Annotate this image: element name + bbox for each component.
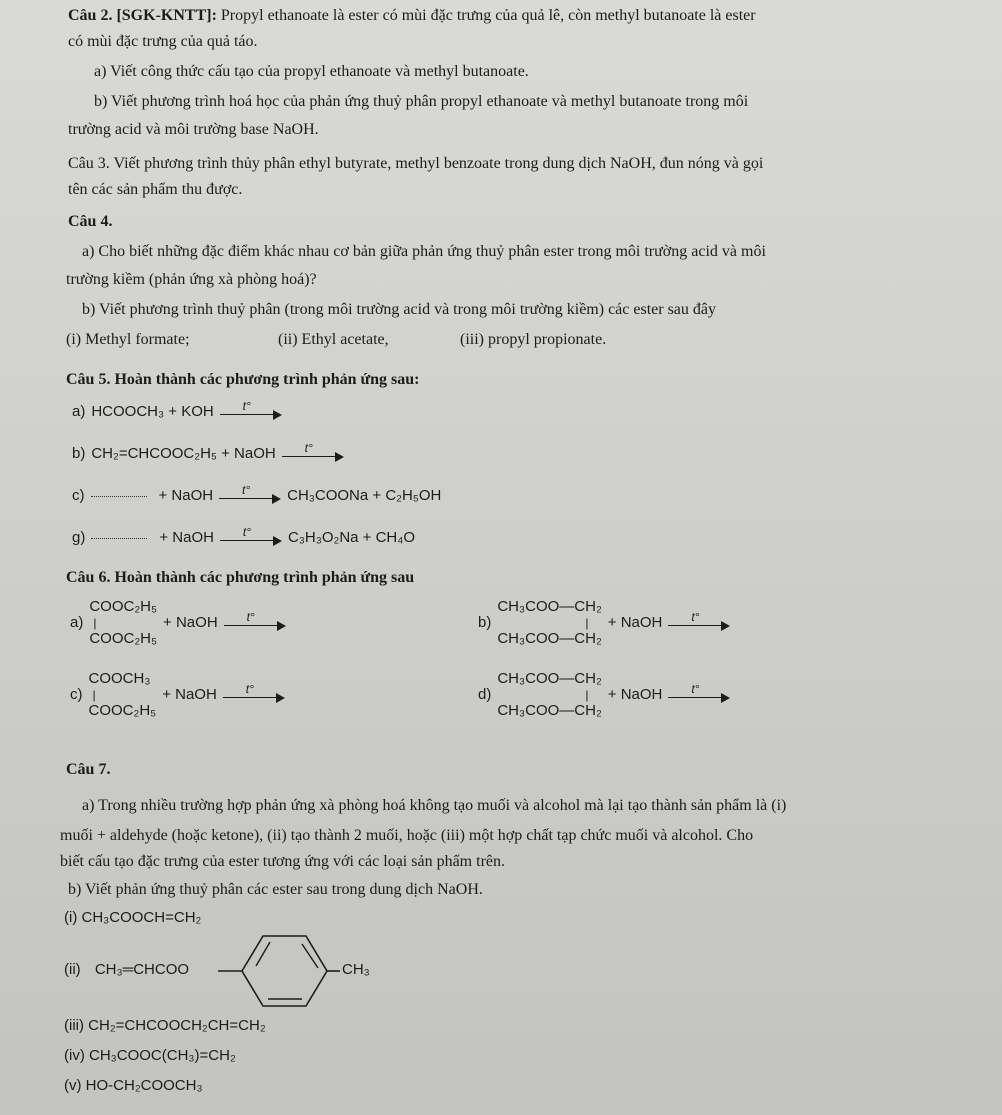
fill-in-blank xyxy=(91,496,147,497)
q5-reaction-a xyxy=(72,399,282,422)
q5-a-lhs: HCOOCH₃ + KOH xyxy=(91,403,214,420)
q6-d-bottom: CH₃COO—CH₂ xyxy=(497,702,602,719)
q5-title-text: Câu 5. Hoàn thành các phương trình phản ứng sau: xyxy=(66,371,420,388)
q6-c-top: COOCH₃ xyxy=(88,670,151,687)
q6-title-text: Câu 6. Hoàn thành các phương trình phản ứng sau xyxy=(66,569,415,586)
heat-label: t° xyxy=(691,682,700,696)
q7-ester-ii xyxy=(64,960,189,980)
heat-label: t° xyxy=(245,682,254,696)
q6-b-label: b) xyxy=(478,614,492,631)
q5-c-rhs: CH₃COONa + C₂H₅OH xyxy=(287,487,442,504)
q7-part-a-2: muối + aldehyde (hoặc ketone), (ii) tạo thành 2 muối, hoặc (iii) một hợp chất tạp chức muối và alcohol. Cho xyxy=(60,827,754,844)
q6-d-reagent: + NaOH xyxy=(607,686,663,703)
heat-label: t° xyxy=(242,399,251,413)
q2-part-b-2: trường acid và môi trường base NaOH. xyxy=(68,121,319,138)
q4-part-b-1: b) Viết phương trình thuỷ phân (trong môi trường acid và trong môi trường kiềm) các ester sau đây xyxy=(82,301,716,318)
q7-part-b: b) Viết phản ứng thuỷ phân các ester sau trong dung dịch NaOH. xyxy=(68,881,483,898)
q5-reaction-b xyxy=(72,441,344,464)
oxalate-structure: COOC₂H₅ | COOC₂H₅ xyxy=(89,596,157,650)
reaction-arrow xyxy=(220,399,282,419)
q7-ii-label: (ii) xyxy=(64,961,81,978)
diacetate-structure: CH₃COO—CH₂ | CH₃COO—CH₂ xyxy=(497,668,601,722)
q6-b-bottom: CH₃COO—CH₂ xyxy=(497,630,602,647)
q6-a-bottom: COOC₂H₅ xyxy=(89,630,158,647)
q6-c-label: c) xyxy=(70,686,83,703)
q7-ii-left: CH₃═CHCOO xyxy=(94,961,190,978)
q6-a-label: a) xyxy=(70,614,84,631)
q5-b-lhs: CH₂=CHCOOC₂H₅ + NaOH xyxy=(91,445,276,462)
q5-c-lhs: + NaOH xyxy=(158,487,214,504)
reaction-arrow xyxy=(668,682,730,702)
q5-g-label: g) xyxy=(72,529,86,546)
q5-b-label: b) xyxy=(72,445,86,462)
q2-line-1 xyxy=(68,6,756,26)
heat-label: t° xyxy=(242,483,251,497)
q6-d-label: d) xyxy=(478,686,492,703)
fill-in-blank xyxy=(91,538,147,539)
q5-title xyxy=(66,370,420,390)
heat-label: t° xyxy=(691,610,700,624)
q6-reaction-a xyxy=(70,596,286,650)
q7-ester-v: (v) HO-CH₂COOCH₃ xyxy=(64,1077,203,1094)
q7-ii-right: CH₃ xyxy=(342,961,370,978)
diacetate-structure: CH₃COO—CH₂ | CH₃COO—CH₂ xyxy=(497,596,601,650)
q6-c-bottom: COOC₂H₅ xyxy=(88,702,157,719)
q6-reaction-d xyxy=(478,668,730,722)
q5-a-label: a) xyxy=(72,403,86,420)
q4-part-a-1: a) Cho biết những đặc điểm khác nhau cơ bản giữa phản ứng thuỷ phân ester trong môi trường acid và môi xyxy=(82,243,766,260)
q6-a-reagent: + NaOH xyxy=(163,614,218,631)
reaction-arrow xyxy=(224,610,286,630)
q3-line-1: Câu 3. Viết phương trình thủy phân ethyl butyrate, methyl benzoate trong dung dịch NaOH, đun nóng và gọi xyxy=(68,155,764,172)
q2-line-2: có mùi đặc trưng của quả táo. xyxy=(68,33,258,50)
q6-title xyxy=(66,568,414,588)
q6-c-reagent: + NaOH xyxy=(162,686,217,703)
q7-ester-i: (i) CH₃COOCH=CH₂ xyxy=(64,909,202,926)
q7-ester-iv: (iv) CH₃COOC(CH₃)=CH₂ xyxy=(64,1047,236,1064)
q2-part-b-1: b) Viết phương trình hoá học của phản ứng thuỷ phân propyl ethanoate và methyl butanoate trong môi xyxy=(94,93,749,110)
heat-label: t° xyxy=(304,441,313,455)
q7-ester-iii: (iii) CH₂=CHCOOCH₂CH=CH₂ xyxy=(64,1017,266,1034)
q5-reaction-c xyxy=(72,483,442,506)
q4-item-i: (i) Methyl formate; xyxy=(66,331,190,348)
reaction-arrow xyxy=(282,441,344,461)
q3-line-2: tên các sản phẩm thu được. xyxy=(68,181,243,198)
q2-title: Câu 2. [SGK-KNTT]: xyxy=(68,7,217,24)
q2-part-a: a) Viết công thức cấu tạo của propyl ethanoate và methyl butanoate. xyxy=(94,63,529,80)
oxalate-structure: COOCH₃ | COOC₂H₅ xyxy=(89,668,157,722)
q5-g-rhs: C₃H₃O₂Na + CH₄O xyxy=(287,529,416,546)
heat-label: t° xyxy=(246,610,255,624)
q6-reaction-c xyxy=(70,668,285,722)
q6-b-reagent: + NaOH xyxy=(607,614,663,631)
q6-d-top: CH₃COO—CH₂ xyxy=(497,670,602,687)
q4-item-ii: (ii) Ethyl acetate, xyxy=(278,331,389,348)
reaction-arrow xyxy=(219,483,281,503)
q5-c-label: c) xyxy=(72,487,85,504)
q6-b-top: CH₃COO—CH₂ xyxy=(497,598,602,615)
q4-item-iii: (iii) propyl propionate. xyxy=(460,331,607,348)
q4-title: Câu 4. xyxy=(68,213,113,230)
q5-reaction-g xyxy=(72,525,416,548)
q2-text: Propyl ethanoate là ester có mùi đặc trưng của quả lê, còn methyl butanoate là ester xyxy=(220,7,756,24)
q4-part-a-2: trường kiềm (phản ứng xà phòng hoá)? xyxy=(66,271,317,288)
reaction-arrow xyxy=(668,610,730,630)
q7-part-a-3: biết cấu tạo đặc trưng của ester tương ứng với các loại sản phẩm trên. xyxy=(60,853,505,870)
q7-part-a-1: a) Trong nhiều trường hợp phản ứng xà phòng hoá không tạo muối và alcohol mà lại tạo thành sản phẩm là (i) xyxy=(82,797,787,814)
benzene-ring-icon xyxy=(218,928,358,1014)
q7-title: Câu 7. xyxy=(66,761,111,778)
q5-g-lhs: + NaOH xyxy=(159,529,214,546)
q6-a-top: COOC₂H₅ xyxy=(89,598,158,615)
heat-label: t° xyxy=(242,525,252,539)
reaction-arrow xyxy=(220,525,282,545)
q6-reaction-b xyxy=(478,596,730,650)
reaction-arrow xyxy=(223,682,285,702)
